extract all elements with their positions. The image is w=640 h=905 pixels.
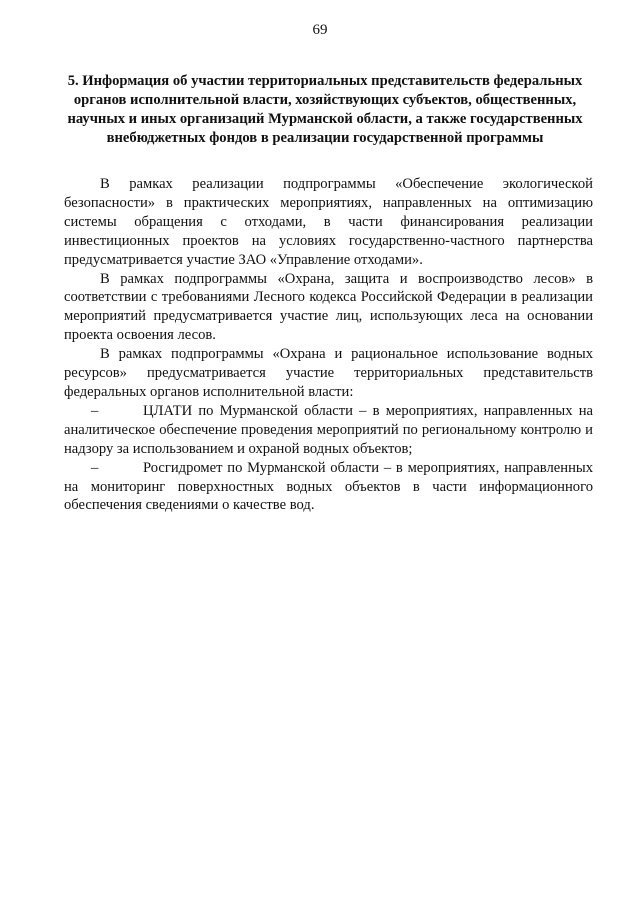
list-item-text: ЦЛАТИ по Мурманской области – в мероприятиях, направленных на аналитическое обеспечение проведения мероприятий по региональному контролю и надзору за использованием и охраной водных объектов; bbox=[64, 402, 593, 457]
list-item-text: Росгидромет по Мурманской области – в мероприятиях, направленных на мониторинг поверхностных водных объектов в части информационного обеспечения сведениями о качестве вод. bbox=[64, 459, 593, 514]
paragraph-water-resources: В рамках подпрограммы «Охрана и рациональное использование водных ресурсов» предусматривается участие территориальных представительств федеральных органов исполнительной власти: bbox=[64, 346, 593, 400]
paragraph-forest-protection: В рамках подпрограммы «Охрана, защита и воспроизводство лесов» в соответствии с требованиями Лесного кодекса Российской Федерации в реализации мероприятий предусматривается участие лиц, использующих леса на основании проекта освоения лесов. bbox=[64, 270, 593, 344]
list-item-clati bbox=[64, 402, 593, 459]
paragraph-waste-management: В рамках реализации подпрограммы «Обеспечение экологической безопасности» в практических мероприятиях, направленных на оптимизацию системы обращения с отходами, в части финансирования реализации инвестиционных проектов на условиях государственно-частного партнерства предусматривается участие ЗАО «Управление отходами». bbox=[64, 176, 593, 268]
list-item-roshydromet bbox=[64, 459, 593, 516]
list-dash: – bbox=[91, 459, 99, 476]
page-number: 69 bbox=[312, 22, 328, 38]
section-title: 5. Информация об участии территориальных представительств федеральных органов исполнительной власти, хозяйствующих субъектов, общественных, научных и иных организаций Мурманской области, а также государственных внебюджетных фондов в реализации государственной программы bbox=[67, 73, 583, 146]
section-body bbox=[64, 175, 593, 515]
list-dash: – bbox=[91, 402, 99, 419]
